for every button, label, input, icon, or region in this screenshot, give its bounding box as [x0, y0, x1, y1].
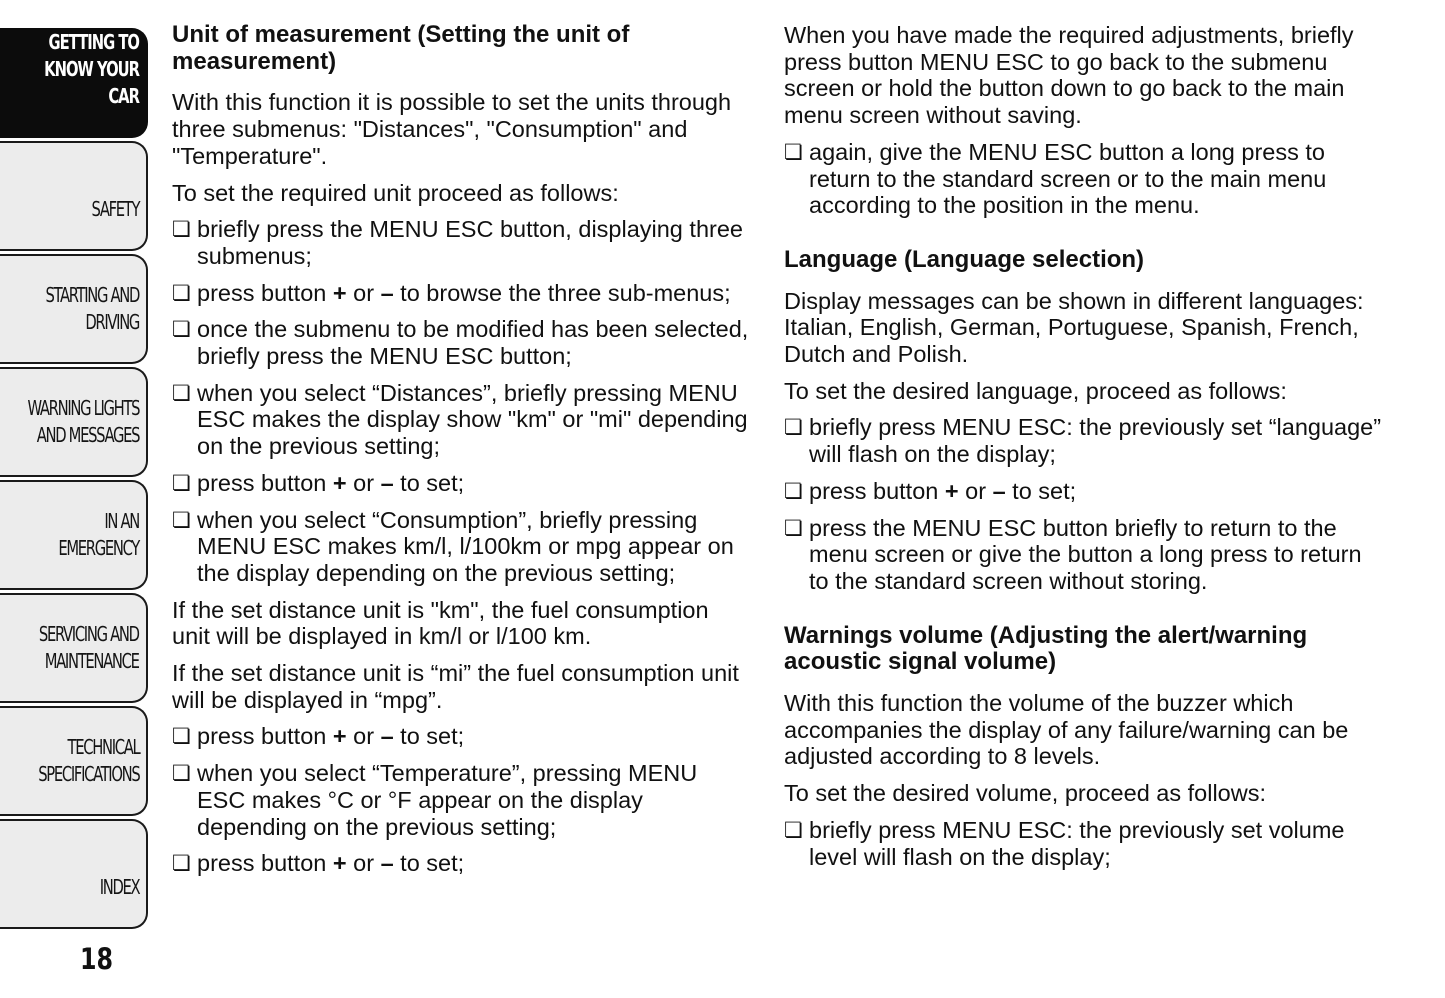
language-steps [784, 414, 1384, 594]
unit-steps-2 [172, 723, 752, 877]
list-item: ❏ press button + or – to set; [172, 723, 752, 750]
page-number: 18 [80, 942, 114, 976]
adjust-steps [784, 139, 1384, 219]
unit-heading: Unit of measurement (Setting the unit of measurement) [172, 21, 630, 75]
right-column [784, 22, 1384, 880]
tab-technical-specifications[interactable] [0, 706, 148, 816]
tab-label: WARNING LIGHTS AND MESSAGES [27, 396, 139, 447]
tab-label: INDEX [99, 875, 139, 899]
volume-intro: With this function the volume of the buzzer which accompanies the display of any failure/warning can be adjusted according to 8 levels. [784, 690, 1349, 770]
list-item: ❏ press button + or – to browse the three sub-menus; [172, 280, 752, 307]
list-item: ❏ when you select “Consumption”, briefly pressing MENU ESC makes km/l, l/100km or mpg appear on the display depending on the previous setting; [172, 507, 752, 587]
language-proceed: To set the desired language, proceed as follows: [784, 377, 1287, 404]
list-item: ❏ press button + or – to set; [784, 478, 1384, 505]
adjust-done-text: When you have made the required adjustments, briefly press button MENU ESC to go back to the submenu screen or hold the button down to go back to the main menu screen without saving. [784, 22, 1354, 129]
tab-label: GETTING TO KNOW YOUR CAR [44, 30, 139, 108]
left-column [172, 22, 752, 887]
volume-heading: Warnings volume (Adjusting the alert/warning acoustic signal volume) [784, 621, 1308, 676]
list-item: ❏ briefly press MENU ESC: the previously set “language” will flash on the display; [784, 414, 1384, 467]
unit-intro: With this function it is possible to set the units through three submenus: "Distances", "Consumption" and "Temperature". [172, 89, 732, 169]
tab-servicing-and-maintenance[interactable] [0, 593, 148, 703]
tab-label: TECHNICAL SPECIFICATIONS [37, 735, 139, 786]
volume-steps [784, 817, 1384, 870]
list-item: ❏ again, give the MENU ESC button a long press to return to the standard screen or to the main menu according to the position in the menu. [784, 139, 1384, 219]
tab-getting-to-know-your-car[interactable] [0, 28, 148, 138]
tab-label: SERVICING AND MAINTENANCE [39, 622, 139, 673]
language-heading: Language (Language selection) [784, 245, 1145, 273]
tab-index[interactable] [0, 819, 148, 929]
list-item: ❏ briefly press MENU ESC: the previously set volume level will flash on the display; [784, 817, 1384, 870]
tab-label: SAFETY [91, 197, 139, 221]
list-item: ❏ once the submenu to be modified has been selected, briefly press the MENU ESC button; [172, 316, 752, 369]
tab-warning-lights-and-messages[interactable] [0, 367, 148, 477]
tab-label: IN AN EMERGENCY [58, 509, 140, 560]
language-intro: Display messages can be shown in different languages: Italian, English, German, Portuguese, Spanish, French, Dutch and Polish. [784, 287, 1364, 368]
unit-steps-1 [172, 216, 752, 586]
list-item: ❏ briefly press the MENU ESC button, displaying three submenus; [172, 216, 752, 269]
note-mi: If the set distance unit is “mi” the fuel consumption unit will be displayed in “mpg”. [172, 660, 739, 713]
tab-starting-and-driving[interactable] [0, 254, 148, 364]
volume-proceed: To set the desired volume, proceed as follows: [784, 780, 1267, 807]
tab-safety[interactable] [0, 141, 148, 251]
list-item: ❏ when you select “Temperature”, pressing MENU ESC makes °C or °F appear on the display depending on the previous setting; [172, 760, 752, 840]
note-km: If the set distance unit is "km", the fuel consumption unit will be displayed in km/l or l/100 km. [172, 596, 709, 650]
tab-in-an-emergency[interactable] [0, 480, 148, 590]
tab-label: STARTING AND DRIVING [45, 283, 139, 334]
list-item: ❏ press the MENU ESC button briefly to return to the menu screen or give the button a long press to return to the standard screen without storing. [784, 515, 1384, 595]
unit-proceed: To set the required unit proceed as follows: [172, 179, 619, 206]
list-item: ❏ press button + or – to set; [172, 850, 752, 877]
list-item: ❏ when you select “Distances”, briefly pressing MENU ESC makes the display show "km" or "mi" depending on the previous setting; [172, 380, 752, 460]
list-item: ❏ press button + or – to set; [172, 470, 752, 497]
